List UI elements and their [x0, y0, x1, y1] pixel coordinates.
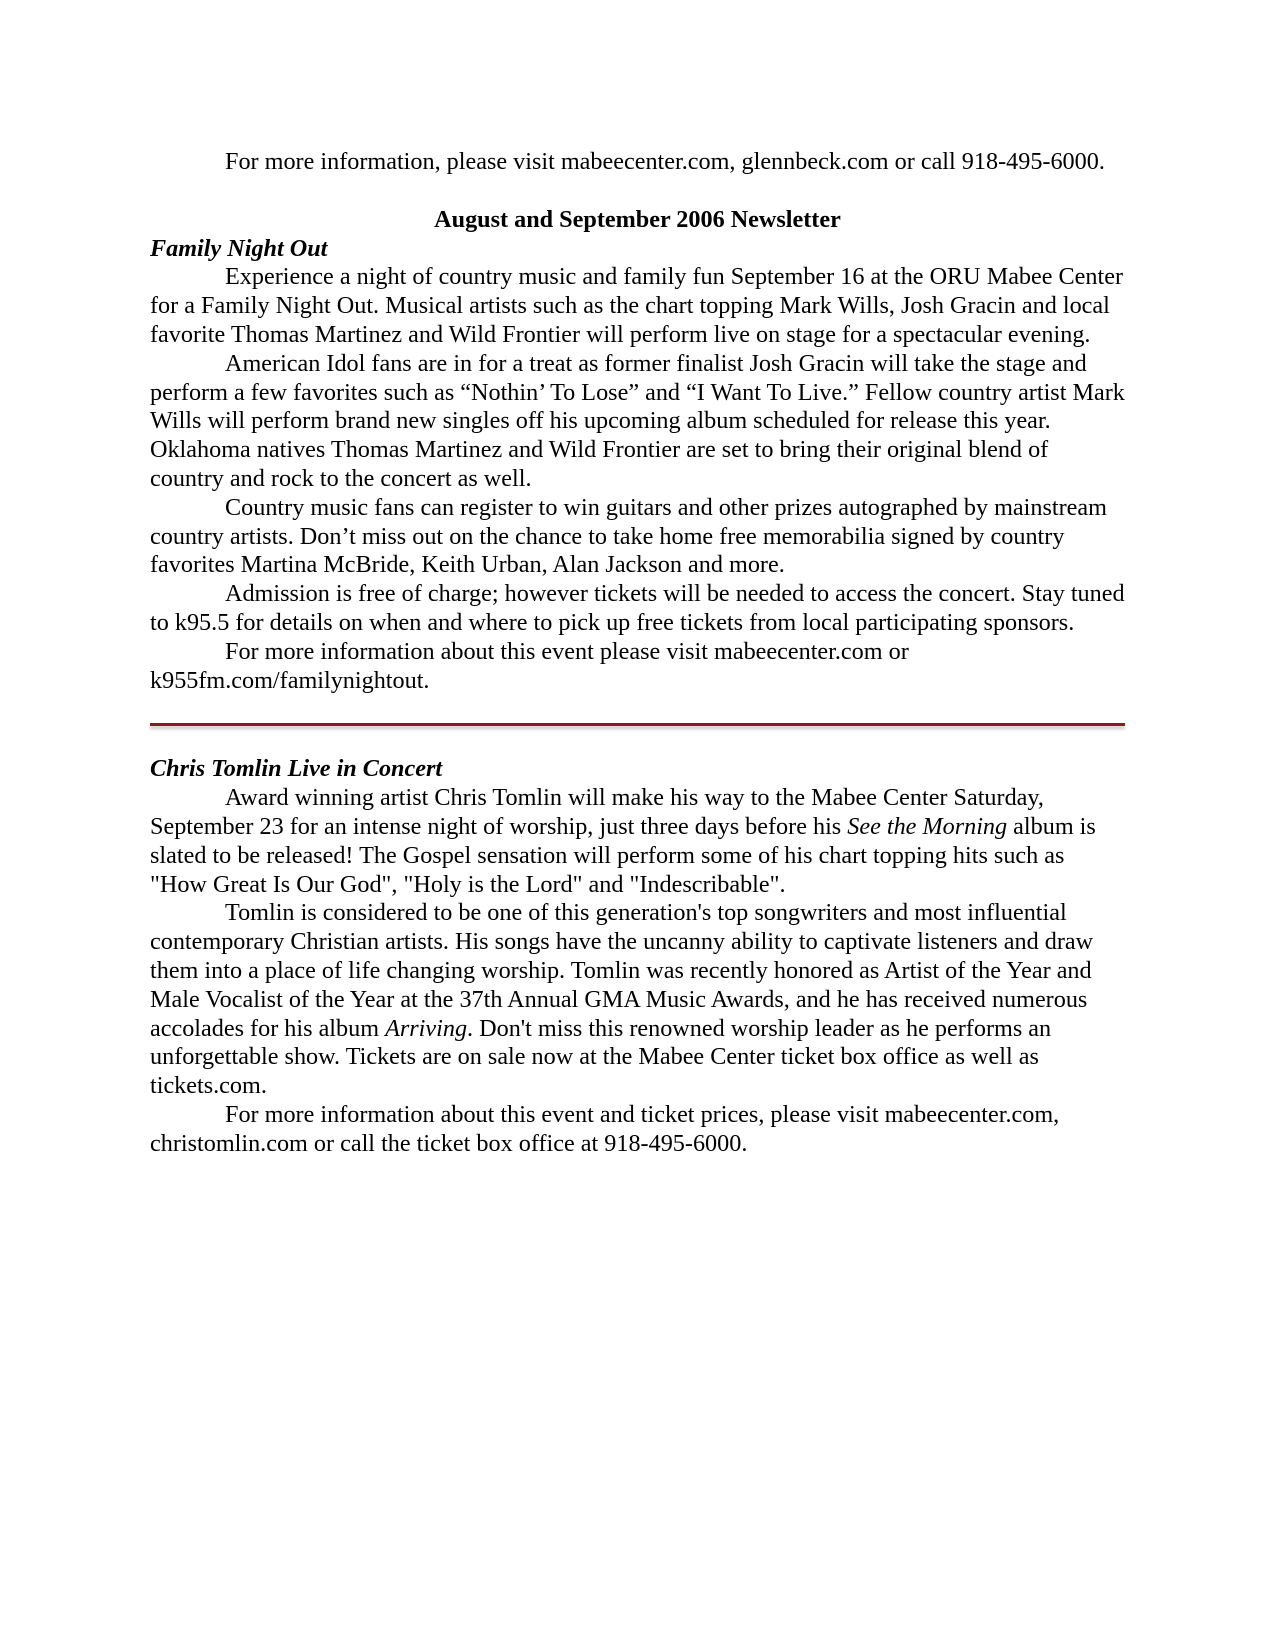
section-divider	[150, 723, 1125, 726]
family-night-paragraph-5: For more information about this event please visit mabeecenter.com or k955fm.com/familynightout.	[150, 637, 909, 694]
family-night-section	[150, 235, 1125, 696]
tomlin-section	[150, 755, 1125, 1158]
tomlin-p2-text-b: . Don't miss this renowned worship leader as he performs an unforgettable show. Tickets are on sale now at the Mabee Center ticket box office as well as tickets.com.	[150, 1014, 1052, 1100]
tomlin-p1-text-b: album is slated to be released! The Gospel sensation will perform some of his chart topping hits such as "How Great Is Our God", "Holy is the Lord" and "Indescribable".	[150, 812, 1096, 898]
tomlin-paragraph-2	[150, 899, 1125, 1101]
family-night-paragraph-4: Admission is free of charge; however tickets will be needed to access the concert. Stay tuned to k95.5 for details on when and where to pick up free tickets from local participating sponsors.	[150, 580, 1125, 636]
tomlin-paragraph-1	[150, 784, 1125, 899]
tomlin-p1-text-a: Award winning artist Chris Tomlin will make his way to the Mabee Center Saturday, September 23 for an intense night of worship, just three days before his	[150, 784, 1044, 840]
family-night-paragraph-1: Experience a night of country music and family fun September 16 at the ORU Mabee Center for a Family Night Out. Musical artists such as the chart topping Mark Wills, Josh Gracin and local favorite Thomas Martinez and Wild Frontier will perform live on stage for a spectacular evening.	[150, 263, 1124, 348]
family-night-heading: Family Night Out	[150, 234, 328, 262]
tomlin-p2-text-a: Tomlin is considered to be one of this generation's top songwriters and most influential contemporary Christian artists. His songs have the uncanny ability to captivate listeners and draw them into a place of life changing worship. Tomlin was recently honored as Artist of the Year and Male Vocalist of the Year at the 37th Annual GMA Music Awards, and he has received numerous accolades for his album	[150, 899, 1094, 1042]
tomlin-paragraph-3: For more information about this event and ticket prices, please visit mabeecenter.com, christomlin.com or call the ticket box office at 918-495-6000.	[150, 1100, 1060, 1157]
intro-paragraph: For more information, please visit mabeecenter.com, glennbeck.com or call 918-495-6000.	[225, 148, 1105, 175]
newsletter-title: August and September 2006 Newsletter	[434, 205, 841, 233]
family-night-paragraph-2: American Idol fans are in for a treat as former finalist Josh Gracin will take the stage and perform a few favorites such as “Nothin’ To Lose” and “I Want To Live.” Fellow country artist Mark Wills will perform brand new singles off his upcoming album scheduled for release this year. Oklahoma natives Thomas Martinez and Wild Frontier are set to bring their original blend of country and rock to the concert as well.	[150, 349, 1125, 492]
family-night-paragraph-3: Country music fans can register to win guitars and other prizes autographed by mainstream country artists. Don’t miss out on the chance to take home free memorabilia signed by country favorites Martina McBride, Keith Urban, Alan Jackson and more.	[150, 493, 1107, 579]
tomlin-heading: Chris Tomlin Live in Concert	[150, 755, 443, 783]
document-page	[150, 148, 1125, 1159]
album-title-arriving: Arriving	[385, 1014, 468, 1042]
album-title-see-the-morning: See the Morning	[847, 812, 1008, 840]
